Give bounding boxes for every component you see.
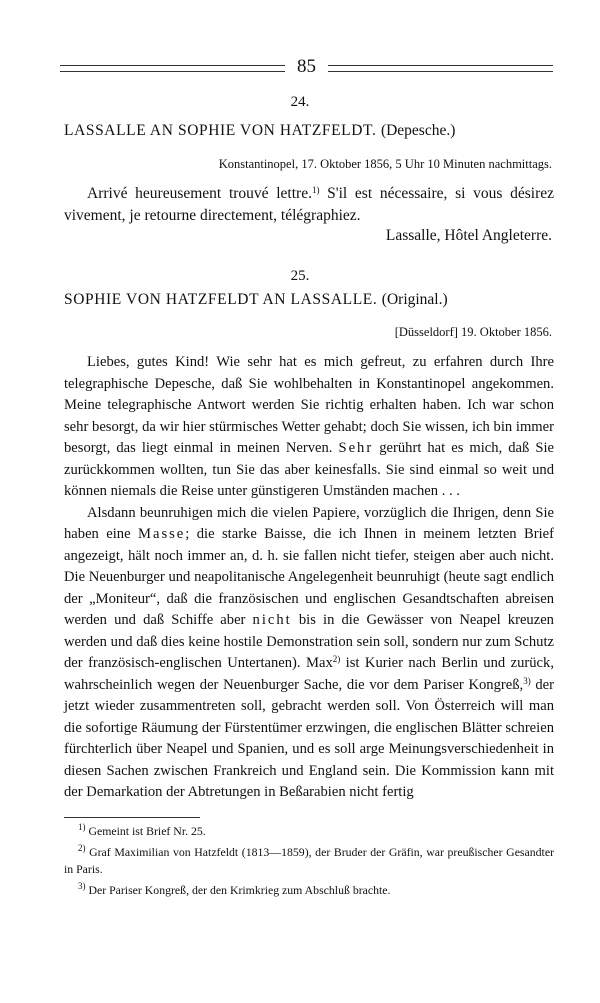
p2-text-c: bis in die Gewässer von Neapel kreuzen werden und daß dies keine hostile Demonstration sein soll, sondern nur zum Schutz der französisch-englischen Untertanen). Max [64,612,554,671]
letter-24-dateline: Konstantinopel, 17. Oktober 1856, 5 Uhr 10 Minuten nachmittags. [218,157,552,171]
p2-spaced-word-1: Masse [137,526,186,542]
letter-24-signature: Lassalle, Hôtel Angleterre. [385,227,552,244]
footnote-ref-2: 2) [332,654,341,664]
footnote-1 [64,823,554,840]
footnote-3-text: Der Pariser Kongreß, der den Krimkrieg zum Abschluß brachte. [85,883,391,897]
page-number: 85 [297,56,316,77]
p2-text-b: ; die starke Baisse, die ich Ihnen in meinem letzten Brief angezeigt, hält noch immer an, d. h. sie fallen nicht tiefer, steigen aber auch nicht. Die Neuenburger und neapolitanische Angelegenheit beunruhigt (heute sagt endlich der „Moniteur“, daß die französischen und englischen Gesandtschaften abreisen werden und daß Schiffe aber [64,526,555,628]
p1-text-a: Liebes, gutes Kind! Wie sehr hat es mich gefreut, zu erfahren durch Ihre telegraphische Depesche, daß Sie wohlbehalten in Konstantinopel angekommen. Meine telegraphische Antwort werden Sie richtig erhalten haben. Ich war schon sehr besorgt, da wir hier stürmisches Wetter gehabt; doch Sie wissen, ich bin immer besorgt, das liegt einmal in meinen Nerven. [64,354,554,456]
footnote-ref-1: 1) [311,185,320,195]
footnote-2-mark: 2) [78,843,86,853]
footnote-rule [64,817,200,818]
footnotes [64,823,554,903]
footnote-3 [64,882,554,899]
footnote-2 [64,844,554,878]
p1-spaced-word: Sehr [338,440,374,456]
footnote-ref-3: 3) [523,675,531,686]
letter-25-title [64,291,564,309]
letter-24-title-note: (Depesche.) [380,122,456,139]
letter-24-text [64,183,554,227]
footnote-2-text: Graf Maximilian von Hatzfeldt (1813—1859), der Bruder der Gräfin, war preußischer Gesandter in Paris. [64,845,554,876]
letter-25-paragraph-2 [64,503,554,804]
page-header [60,54,553,80]
letter-25-dateline: [Düsseldorf] 19. Oktober 1856. [394,325,552,339]
p2-spaced-word-2: nicht [252,612,292,628]
letter-25-title-note: (Original.) [381,291,448,308]
header-rule-right [328,65,553,72]
letter-24-text-part2: S'il est nécessaire, si vous désirez vivement, je retourne directement, télégraphiez. [64,185,555,224]
p1-text-b: gerührt hat es mich, daß Sie zurückkommen wollten, tun Sie das aber keinesfalls. Sie sind einmal so weit und können niemals die Reise unter günstigeren Umständen machen . . . [64,440,554,499]
letter-25-title-text: SOPHIE VON HATZFELDT AN LASSALLE. [64,291,378,308]
footnote-1-mark: 1) [78,822,86,832]
letter-24-title [64,122,564,140]
p2-text-a: Alsdann beunruhigen mich die vielen Papiere, vorzüglich die Ihrigen, denn Sie haben eine [64,504,554,542]
footnote-1-text: Gemeint ist Brief Nr. 25. [85,824,206,838]
letter-24-text-part1: Arrivé heureusement trouvé lettre. [87,185,312,202]
letter-25-number: 25. [290,268,310,284]
letter-24-number: 24. [290,94,310,110]
letter-24-title-text: LASSALLE AN SOPHIE VON HATZFELDT. [64,122,377,139]
p2-text-d: ist Kurier nach Berlin und zurück, wahrscheinlich wegen der Neuenburger Sache, die vor dem Pariser Kongreß, [64,655,554,693]
letter-25-body [64,352,554,804]
p2-text-e: der jetzt wieder zusammentreten soll, gebracht werden soll. Von Österreich will man die sofortige Räumung der Fürstentümer erzwingen, die englischen Blätter schreien fürchterlich über Neapel und Spanien, und es soll arge Meinungsverschiedenheit in diesen Sachen zwischen Frankreich und England sein. Die Kommission kann mit der Demarkation der Abtretungen in Beßarabien nicht fertig [64,676,554,800]
footnote-3-mark: 3) [78,881,86,891]
letter-25-paragraph-1 [64,352,554,503]
